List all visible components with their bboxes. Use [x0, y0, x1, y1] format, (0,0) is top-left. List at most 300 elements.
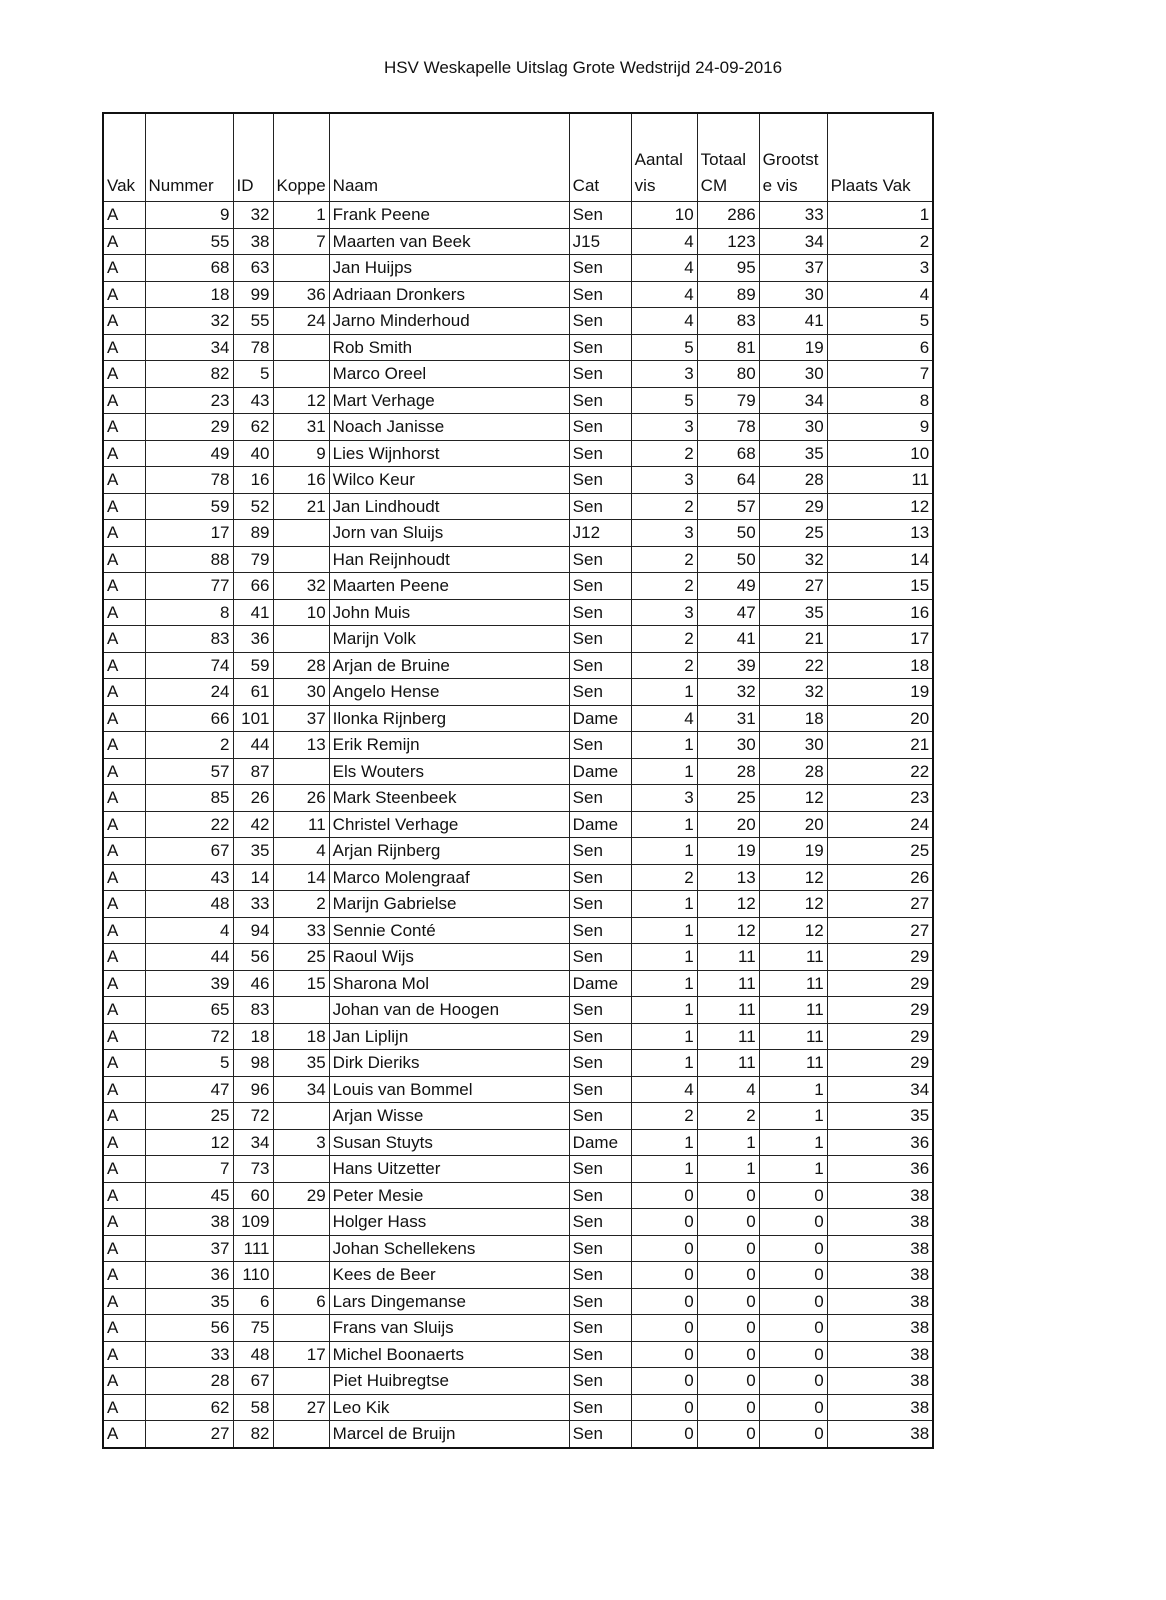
cell-grootste-vis: 1 — [759, 1076, 827, 1103]
cell-nummer: 59 — [145, 493, 233, 520]
table-row — [103, 1288, 933, 1315]
cell-grootste-vis: 37 — [759, 255, 827, 282]
cell-grootste-vis: 0 — [759, 1182, 827, 1209]
cell-naam: Jan Huijps — [329, 255, 569, 282]
cell-naam: Kees de Beer — [329, 1262, 569, 1289]
cell-plaats-vak: 17 — [827, 626, 933, 653]
table-row — [103, 334, 933, 361]
cell-plaats-vak: 6 — [827, 334, 933, 361]
cell-aantal-vis: 1 — [631, 944, 697, 971]
cell-cat: Dame — [569, 811, 631, 838]
table-row — [103, 440, 933, 467]
cell-nummer: 28 — [145, 1368, 233, 1395]
cell-cat: Sen — [569, 1050, 631, 1077]
cell-koppel — [273, 997, 329, 1024]
table-row — [103, 1182, 933, 1209]
cell-naam: Adriaan Dronkers — [329, 281, 569, 308]
cell-aantal-vis: 3 — [631, 467, 697, 494]
cell-nummer: 17 — [145, 520, 233, 547]
cell-nummer: 18 — [145, 281, 233, 308]
cell-nummer: 12 — [145, 1129, 233, 1156]
cell-aantal-vis: 3 — [631, 520, 697, 547]
table-row — [103, 599, 933, 626]
cell-totaal-cm: 12 — [697, 891, 759, 918]
cell-vak: A — [103, 917, 145, 944]
table-row — [103, 785, 933, 812]
cell-totaal-cm: 1 — [697, 1156, 759, 1183]
cell-aantal-vis: 1 — [631, 891, 697, 918]
cell-cat: Sen — [569, 1235, 631, 1262]
column-header-aantal-vis: Aantal vis — [631, 113, 697, 202]
cell-naam: Michel Boonaerts — [329, 1341, 569, 1368]
cell-koppel — [273, 1103, 329, 1130]
cell-naam: Hans Uitzetter — [329, 1156, 569, 1183]
cell-nummer: 77 — [145, 573, 233, 600]
cell-totaal-cm: 4 — [697, 1076, 759, 1103]
table-row — [103, 1368, 933, 1395]
cell-totaal-cm: 0 — [697, 1182, 759, 1209]
cell-aantal-vis: 1 — [631, 811, 697, 838]
cell-plaats-vak: 38 — [827, 1341, 933, 1368]
table-row — [103, 308, 933, 335]
cell-grootste-vis: 30 — [759, 281, 827, 308]
cell-nummer: 82 — [145, 361, 233, 388]
cell-plaats-vak: 29 — [827, 997, 933, 1024]
cell-id: 66 — [233, 573, 273, 600]
cell-naam: Jorn van Sluijs — [329, 520, 569, 547]
cell-koppel: 2 — [273, 891, 329, 918]
cell-naam: Mart Verhage — [329, 387, 569, 414]
cell-vak: A — [103, 467, 145, 494]
cell-id: 99 — [233, 281, 273, 308]
column-header-nummer: Nummer — [145, 113, 233, 202]
cell-cat: Sen — [569, 1209, 631, 1236]
cell-totaal-cm: 11 — [697, 997, 759, 1024]
table-row — [103, 811, 933, 838]
cell-totaal-cm: 0 — [697, 1288, 759, 1315]
cell-aantal-vis: 0 — [631, 1288, 697, 1315]
cell-aantal-vis: 0 — [631, 1394, 697, 1421]
cell-aantal-vis: 1 — [631, 970, 697, 997]
cell-cat: Sen — [569, 308, 631, 335]
table-header — [103, 113, 933, 202]
cell-naam: Peter Mesie — [329, 1182, 569, 1209]
cell-vak: A — [103, 891, 145, 918]
cell-plaats-vak: 22 — [827, 758, 933, 785]
cell-totaal-cm: 80 — [697, 361, 759, 388]
cell-id: 67 — [233, 1368, 273, 1395]
cell-id: 63 — [233, 255, 273, 282]
cell-id: 94 — [233, 917, 273, 944]
cell-aantal-vis: 0 — [631, 1182, 697, 1209]
table-row — [103, 281, 933, 308]
cell-aantal-vis: 0 — [631, 1262, 697, 1289]
cell-vak: A — [103, 1076, 145, 1103]
cell-plaats-vak: 1 — [827, 202, 933, 229]
cell-aantal-vis: 3 — [631, 414, 697, 441]
cell-id: 87 — [233, 758, 273, 785]
cell-plaats-vak: 38 — [827, 1368, 933, 1395]
cell-id: 46 — [233, 970, 273, 997]
cell-plaats-vak: 23 — [827, 785, 933, 812]
cell-nummer: 65 — [145, 997, 233, 1024]
table-row — [103, 652, 933, 679]
cell-naam: Jan Lindhoudt — [329, 493, 569, 520]
cell-naam: Rob Smith — [329, 334, 569, 361]
cell-naam: Sharona Mol — [329, 970, 569, 997]
table-row — [103, 1023, 933, 1050]
cell-totaal-cm: 68 — [697, 440, 759, 467]
cell-cat: Sen — [569, 1262, 631, 1289]
table-row — [103, 1103, 933, 1130]
cell-totaal-cm: 41 — [697, 626, 759, 653]
cell-grootste-vis: 0 — [759, 1394, 827, 1421]
cell-plaats-vak: 25 — [827, 838, 933, 865]
cell-naam: Holger Hass — [329, 1209, 569, 1236]
cell-vak: A — [103, 308, 145, 335]
cell-id: 42 — [233, 811, 273, 838]
cell-totaal-cm: 81 — [697, 334, 759, 361]
cell-koppel: 17 — [273, 1341, 329, 1368]
cell-vak: A — [103, 573, 145, 600]
cell-id: 82 — [233, 1421, 273, 1448]
cell-cat: Sen — [569, 785, 631, 812]
cell-totaal-cm: 0 — [697, 1421, 759, 1448]
table-row — [103, 997, 933, 1024]
cell-aantal-vis: 0 — [631, 1209, 697, 1236]
cell-aantal-vis: 2 — [631, 652, 697, 679]
cell-plaats-vak: 15 — [827, 573, 933, 600]
cell-plaats-vak: 3 — [827, 255, 933, 282]
cell-koppel: 21 — [273, 493, 329, 520]
table-row — [103, 1156, 933, 1183]
cell-aantal-vis: 1 — [631, 997, 697, 1024]
cell-vak: A — [103, 599, 145, 626]
cell-plaats-vak: 38 — [827, 1182, 933, 1209]
cell-plaats-vak: 4 — [827, 281, 933, 308]
cell-grootste-vis: 35 — [759, 440, 827, 467]
cell-koppel — [273, 1315, 329, 1342]
cell-grootste-vis: 27 — [759, 573, 827, 600]
cell-nummer: 72 — [145, 1023, 233, 1050]
cell-koppel: 6 — [273, 1288, 329, 1315]
cell-id: 83 — [233, 997, 273, 1024]
cell-aantal-vis: 1 — [631, 917, 697, 944]
cell-cat: Sen — [569, 1341, 631, 1368]
cell-naam: Dirk Dieriks — [329, 1050, 569, 1077]
cell-vak: A — [103, 785, 145, 812]
cell-id: 59 — [233, 652, 273, 679]
cell-naam: Frans van Sluijs — [329, 1315, 569, 1342]
cell-id: 34 — [233, 1129, 273, 1156]
cell-grootste-vis: 12 — [759, 891, 827, 918]
cell-koppel: 24 — [273, 308, 329, 335]
cell-vak: A — [103, 811, 145, 838]
cell-vak: A — [103, 361, 145, 388]
cell-plaats-vak: 38 — [827, 1262, 933, 1289]
cell-totaal-cm: 47 — [697, 599, 759, 626]
cell-naam: Marcel de Bruijn — [329, 1421, 569, 1448]
cell-totaal-cm: 0 — [697, 1209, 759, 1236]
cell-aantal-vis: 0 — [631, 1235, 697, 1262]
cell-koppel: 33 — [273, 917, 329, 944]
cell-vak: A — [103, 1129, 145, 1156]
table-row — [103, 705, 933, 732]
cell-koppel: 34 — [273, 1076, 329, 1103]
cell-totaal-cm: 28 — [697, 758, 759, 785]
cell-nummer: 27 — [145, 1421, 233, 1448]
cell-nummer: 2 — [145, 732, 233, 759]
cell-plaats-vak: 8 — [827, 387, 933, 414]
cell-naam: Arjan de Bruine — [329, 652, 569, 679]
cell-plaats-vak: 27 — [827, 891, 933, 918]
cell-naam: Maarten van Beek — [329, 228, 569, 255]
cell-cat: Sen — [569, 255, 631, 282]
cell-naam: Jan Liplijn — [329, 1023, 569, 1050]
table-row — [103, 732, 933, 759]
cell-aantal-vis: 0 — [631, 1315, 697, 1342]
cell-nummer: 5 — [145, 1050, 233, 1077]
cell-cat: Sen — [569, 1023, 631, 1050]
cell-vak: A — [103, 970, 145, 997]
table-row — [103, 944, 933, 971]
cell-koppel — [273, 1368, 329, 1395]
cell-koppel — [273, 758, 329, 785]
cell-aantal-vis: 5 — [631, 334, 697, 361]
cell-grootste-vis: 32 — [759, 546, 827, 573]
cell-koppel: 15 — [273, 970, 329, 997]
table-row — [103, 1315, 933, 1342]
cell-naam: Angelo Hense — [329, 679, 569, 706]
table-row — [103, 1262, 933, 1289]
cell-grootste-vis: 19 — [759, 334, 827, 361]
cell-totaal-cm: 286 — [697, 202, 759, 229]
cell-id: 43 — [233, 387, 273, 414]
cell-vak: A — [103, 1315, 145, 1342]
cell-koppel — [273, 334, 329, 361]
cell-cat: J15 — [569, 228, 631, 255]
cell-grootste-vis: 0 — [759, 1341, 827, 1368]
cell-koppel: 35 — [273, 1050, 329, 1077]
cell-totaal-cm: 12 — [697, 917, 759, 944]
cell-id: 35 — [233, 838, 273, 865]
table-row — [103, 546, 933, 573]
cell-totaal-cm: 2 — [697, 1103, 759, 1130]
cell-totaal-cm: 20 — [697, 811, 759, 838]
cell-naam: Arjan Wisse — [329, 1103, 569, 1130]
cell-cat: Sen — [569, 944, 631, 971]
cell-cat: Sen — [569, 626, 631, 653]
cell-naam: Louis van Bommel — [329, 1076, 569, 1103]
cell-cat: Dame — [569, 1129, 631, 1156]
cell-id: 73 — [233, 1156, 273, 1183]
cell-totaal-cm: 50 — [697, 520, 759, 547]
cell-plaats-vak: 29 — [827, 1023, 933, 1050]
cell-cat: Sen — [569, 361, 631, 388]
cell-vak: A — [103, 1156, 145, 1183]
cell-plaats-vak: 2 — [827, 228, 933, 255]
cell-naam: Arjan Rijnberg — [329, 838, 569, 865]
cell-koppel: 14 — [273, 864, 329, 891]
cell-cat: Sen — [569, 202, 631, 229]
cell-naam: Christel Verhage — [329, 811, 569, 838]
cell-grootste-vis: 34 — [759, 387, 827, 414]
cell-koppel: 37 — [273, 705, 329, 732]
cell-plaats-vak: 36 — [827, 1129, 933, 1156]
table-row — [103, 255, 933, 282]
cell-aantal-vis: 2 — [631, 864, 697, 891]
cell-koppel: 10 — [273, 599, 329, 626]
table-row — [103, 520, 933, 547]
cell-koppel — [273, 361, 329, 388]
cell-totaal-cm: 89 — [697, 281, 759, 308]
cell-plaats-vak: 19 — [827, 679, 933, 706]
cell-totaal-cm: 25 — [697, 785, 759, 812]
cell-grootste-vis: 30 — [759, 361, 827, 388]
cell-cat: Sen — [569, 414, 631, 441]
cell-nummer: 29 — [145, 414, 233, 441]
cell-aantal-vis: 2 — [631, 546, 697, 573]
cell-nummer: 66 — [145, 705, 233, 732]
table-row — [103, 414, 933, 441]
cell-vak: A — [103, 1341, 145, 1368]
cell-grootste-vis: 12 — [759, 785, 827, 812]
cell-id: 26 — [233, 785, 273, 812]
cell-nummer: 48 — [145, 891, 233, 918]
cell-aantal-vis: 1 — [631, 1156, 697, 1183]
cell-id: 33 — [233, 891, 273, 918]
cell-koppel — [273, 1262, 329, 1289]
cell-id: 111 — [233, 1235, 273, 1262]
cell-cat: Sen — [569, 1076, 631, 1103]
cell-totaal-cm: 57 — [697, 493, 759, 520]
cell-grootste-vis: 11 — [759, 970, 827, 997]
cell-nummer: 32 — [145, 308, 233, 335]
cell-id: 38 — [233, 228, 273, 255]
cell-totaal-cm: 49 — [697, 573, 759, 600]
cell-koppel: 4 — [273, 838, 329, 865]
cell-vak: A — [103, 387, 145, 414]
cell-cat: Sen — [569, 599, 631, 626]
cell-grootste-vis: 12 — [759, 864, 827, 891]
cell-aantal-vis: 4 — [631, 281, 697, 308]
table-row — [103, 361, 933, 388]
table-row — [103, 838, 933, 865]
cell-naam: Maarten Peene — [329, 573, 569, 600]
column-header-id: ID — [233, 113, 273, 202]
cell-plaats-vak: 7 — [827, 361, 933, 388]
cell-grootste-vis: 1 — [759, 1129, 827, 1156]
cell-naam: Erik Remijn — [329, 732, 569, 759]
cell-grootste-vis: 0 — [759, 1368, 827, 1395]
cell-plaats-vak: 9 — [827, 414, 933, 441]
cell-id: 14 — [233, 864, 273, 891]
cell-totaal-cm: 11 — [697, 1023, 759, 1050]
cell-grootste-vis: 11 — [759, 997, 827, 1024]
cell-grootste-vis: 0 — [759, 1288, 827, 1315]
cell-grootste-vis: 0 — [759, 1315, 827, 1342]
cell-cat: Sen — [569, 1368, 631, 1395]
cell-koppel — [273, 1156, 329, 1183]
table-row — [103, 228, 933, 255]
cell-id: 44 — [233, 732, 273, 759]
cell-aantal-vis: 0 — [631, 1421, 697, 1448]
cell-plaats-vak: 38 — [827, 1209, 933, 1236]
cell-cat: Sen — [569, 732, 631, 759]
cell-grootste-vis: 30 — [759, 414, 827, 441]
cell-naam: Johan van de Hoogen — [329, 997, 569, 1024]
cell-koppel: 13 — [273, 732, 329, 759]
cell-grootste-vis: 0 — [759, 1235, 827, 1262]
cell-id: 32 — [233, 202, 273, 229]
table-row — [103, 1394, 933, 1421]
cell-plaats-vak: 21 — [827, 732, 933, 759]
cell-plaats-vak: 35 — [827, 1103, 933, 1130]
cell-naam: Frank Peene — [329, 202, 569, 229]
cell-totaal-cm: 0 — [697, 1368, 759, 1395]
cell-cat: Sen — [569, 281, 631, 308]
document-title: HSV Weskapelle Uitslag Grote Wedstrijd 24-09-2016 — [383, 58, 783, 77]
cell-totaal-cm: 0 — [697, 1341, 759, 1368]
cell-nummer: 22 — [145, 811, 233, 838]
cell-koppel: 9 — [273, 440, 329, 467]
cell-naam: Lies Wijnhorst — [329, 440, 569, 467]
cell-id: 48 — [233, 1341, 273, 1368]
table-row — [103, 891, 933, 918]
column-header-naam: Naam — [329, 113, 569, 202]
cell-naam: Lars Dingemanse — [329, 1288, 569, 1315]
table-row — [103, 1076, 933, 1103]
cell-vak: A — [103, 1421, 145, 1448]
cell-vak: A — [103, 1023, 145, 1050]
cell-grootste-vis: 33 — [759, 202, 827, 229]
table-row — [103, 970, 933, 997]
cell-vak: A — [103, 255, 145, 282]
cell-aantal-vis: 1 — [631, 679, 697, 706]
cell-id: 41 — [233, 599, 273, 626]
cell-vak: A — [103, 1368, 145, 1395]
cell-totaal-cm: 0 — [697, 1235, 759, 1262]
cell-cat: Sen — [569, 387, 631, 414]
column-header-koppel: Koppe — [273, 113, 329, 202]
cell-koppel: 18 — [273, 1023, 329, 1050]
table-row — [103, 1209, 933, 1236]
cell-nummer: 8 — [145, 599, 233, 626]
cell-nummer: 78 — [145, 467, 233, 494]
cell-nummer: 55 — [145, 228, 233, 255]
table-row — [103, 864, 933, 891]
cell-nummer: 56 — [145, 1315, 233, 1342]
cell-naam: Ilonka Rijnberg — [329, 705, 569, 732]
cell-grootste-vis: 28 — [759, 758, 827, 785]
cell-aantal-vis: 2 — [631, 1103, 697, 1130]
cell-vak: A — [103, 652, 145, 679]
cell-nummer: 9 — [145, 202, 233, 229]
cell-nummer: 68 — [145, 255, 233, 282]
cell-cat: Sen — [569, 652, 631, 679]
cell-koppel — [273, 1235, 329, 1262]
cell-id: 40 — [233, 440, 273, 467]
cell-koppel: 26 — [273, 785, 329, 812]
cell-cat: Dame — [569, 758, 631, 785]
cell-totaal-cm: 13 — [697, 864, 759, 891]
cell-aantal-vis: 0 — [631, 1368, 697, 1395]
cell-nummer: 7 — [145, 1156, 233, 1183]
cell-vak: A — [103, 334, 145, 361]
cell-aantal-vis: 10 — [631, 202, 697, 229]
cell-totaal-cm: 123 — [697, 228, 759, 255]
cell-grootste-vis: 18 — [759, 705, 827, 732]
